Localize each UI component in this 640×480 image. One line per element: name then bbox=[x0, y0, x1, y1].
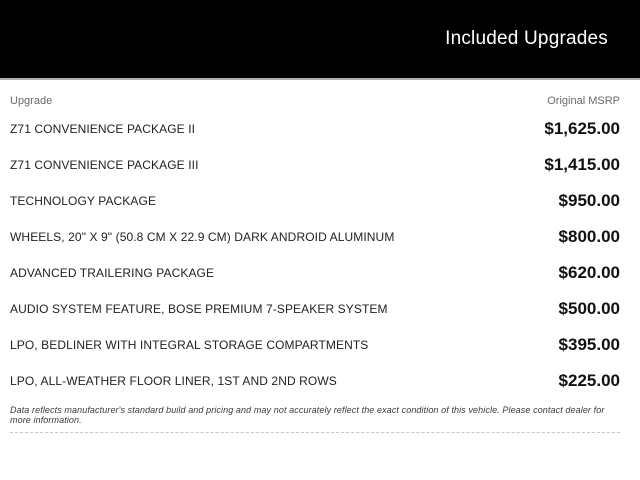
column-header-row bbox=[10, 95, 620, 107]
upgrade-price: $395.00 bbox=[558, 335, 620, 354]
table-row bbox=[10, 111, 620, 147]
table-row bbox=[10, 327, 620, 363]
table-row bbox=[10, 291, 620, 327]
table-row bbox=[10, 255, 620, 291]
column-header-upgrade: Upgrade bbox=[10, 95, 53, 107]
upgrade-price: $950.00 bbox=[558, 191, 620, 210]
upgrade-price: $225.00 bbox=[558, 371, 620, 390]
upgrade-price: $1,415.00 bbox=[544, 155, 620, 174]
table-row bbox=[10, 363, 620, 399]
page-title: Included Upgrades bbox=[445, 28, 608, 49]
header-bar bbox=[0, 0, 640, 80]
bottom-divider bbox=[10, 432, 620, 433]
disclaimer-text: Data reflects manufacturer's standard build and pricing and may not accurately reflect the exact condition of this vehicle. Please contact dealer for more information. bbox=[10, 405, 605, 425]
upgrade-label: TECHNOLOGY PACKAGE bbox=[10, 194, 157, 208]
upgrade-label: LPO, BEDLINER WITH INTEGRAL STORAGE COMPARTMENTS bbox=[10, 338, 369, 352]
table-row bbox=[10, 183, 620, 219]
upgrades-panel bbox=[0, 95, 640, 433]
upgrade-price: $1,625.00 bbox=[544, 119, 620, 138]
upgrade-price: $620.00 bbox=[558, 263, 620, 282]
upgrade-list bbox=[10, 111, 620, 399]
column-header-msrp: Original MSRP bbox=[547, 95, 620, 107]
upgrade-label: Z71 CONVENIENCE PACKAGE II bbox=[10, 122, 196, 136]
table-row bbox=[10, 219, 620, 255]
upgrade-price: $500.00 bbox=[558, 299, 620, 318]
table-row bbox=[10, 147, 620, 183]
upgrade-label: AUDIO SYSTEM FEATURE, BOSE PREMIUM 7-SPEAKER SYSTEM bbox=[10, 302, 388, 316]
upgrade-price: $800.00 bbox=[558, 227, 620, 246]
upgrade-label: LPO, ALL-WEATHER FLOOR LINER, 1ST AND 2ND ROWS bbox=[10, 374, 337, 388]
upgrade-label: WHEELS, 20" X 9" (50.8 CM X 22.9 CM) DARK ANDROID ALUMINUM bbox=[10, 230, 395, 244]
upgrade-label: Z71 CONVENIENCE PACKAGE III bbox=[10, 158, 199, 172]
upgrade-label: ADVANCED TRAILERING PACKAGE bbox=[10, 266, 215, 280]
